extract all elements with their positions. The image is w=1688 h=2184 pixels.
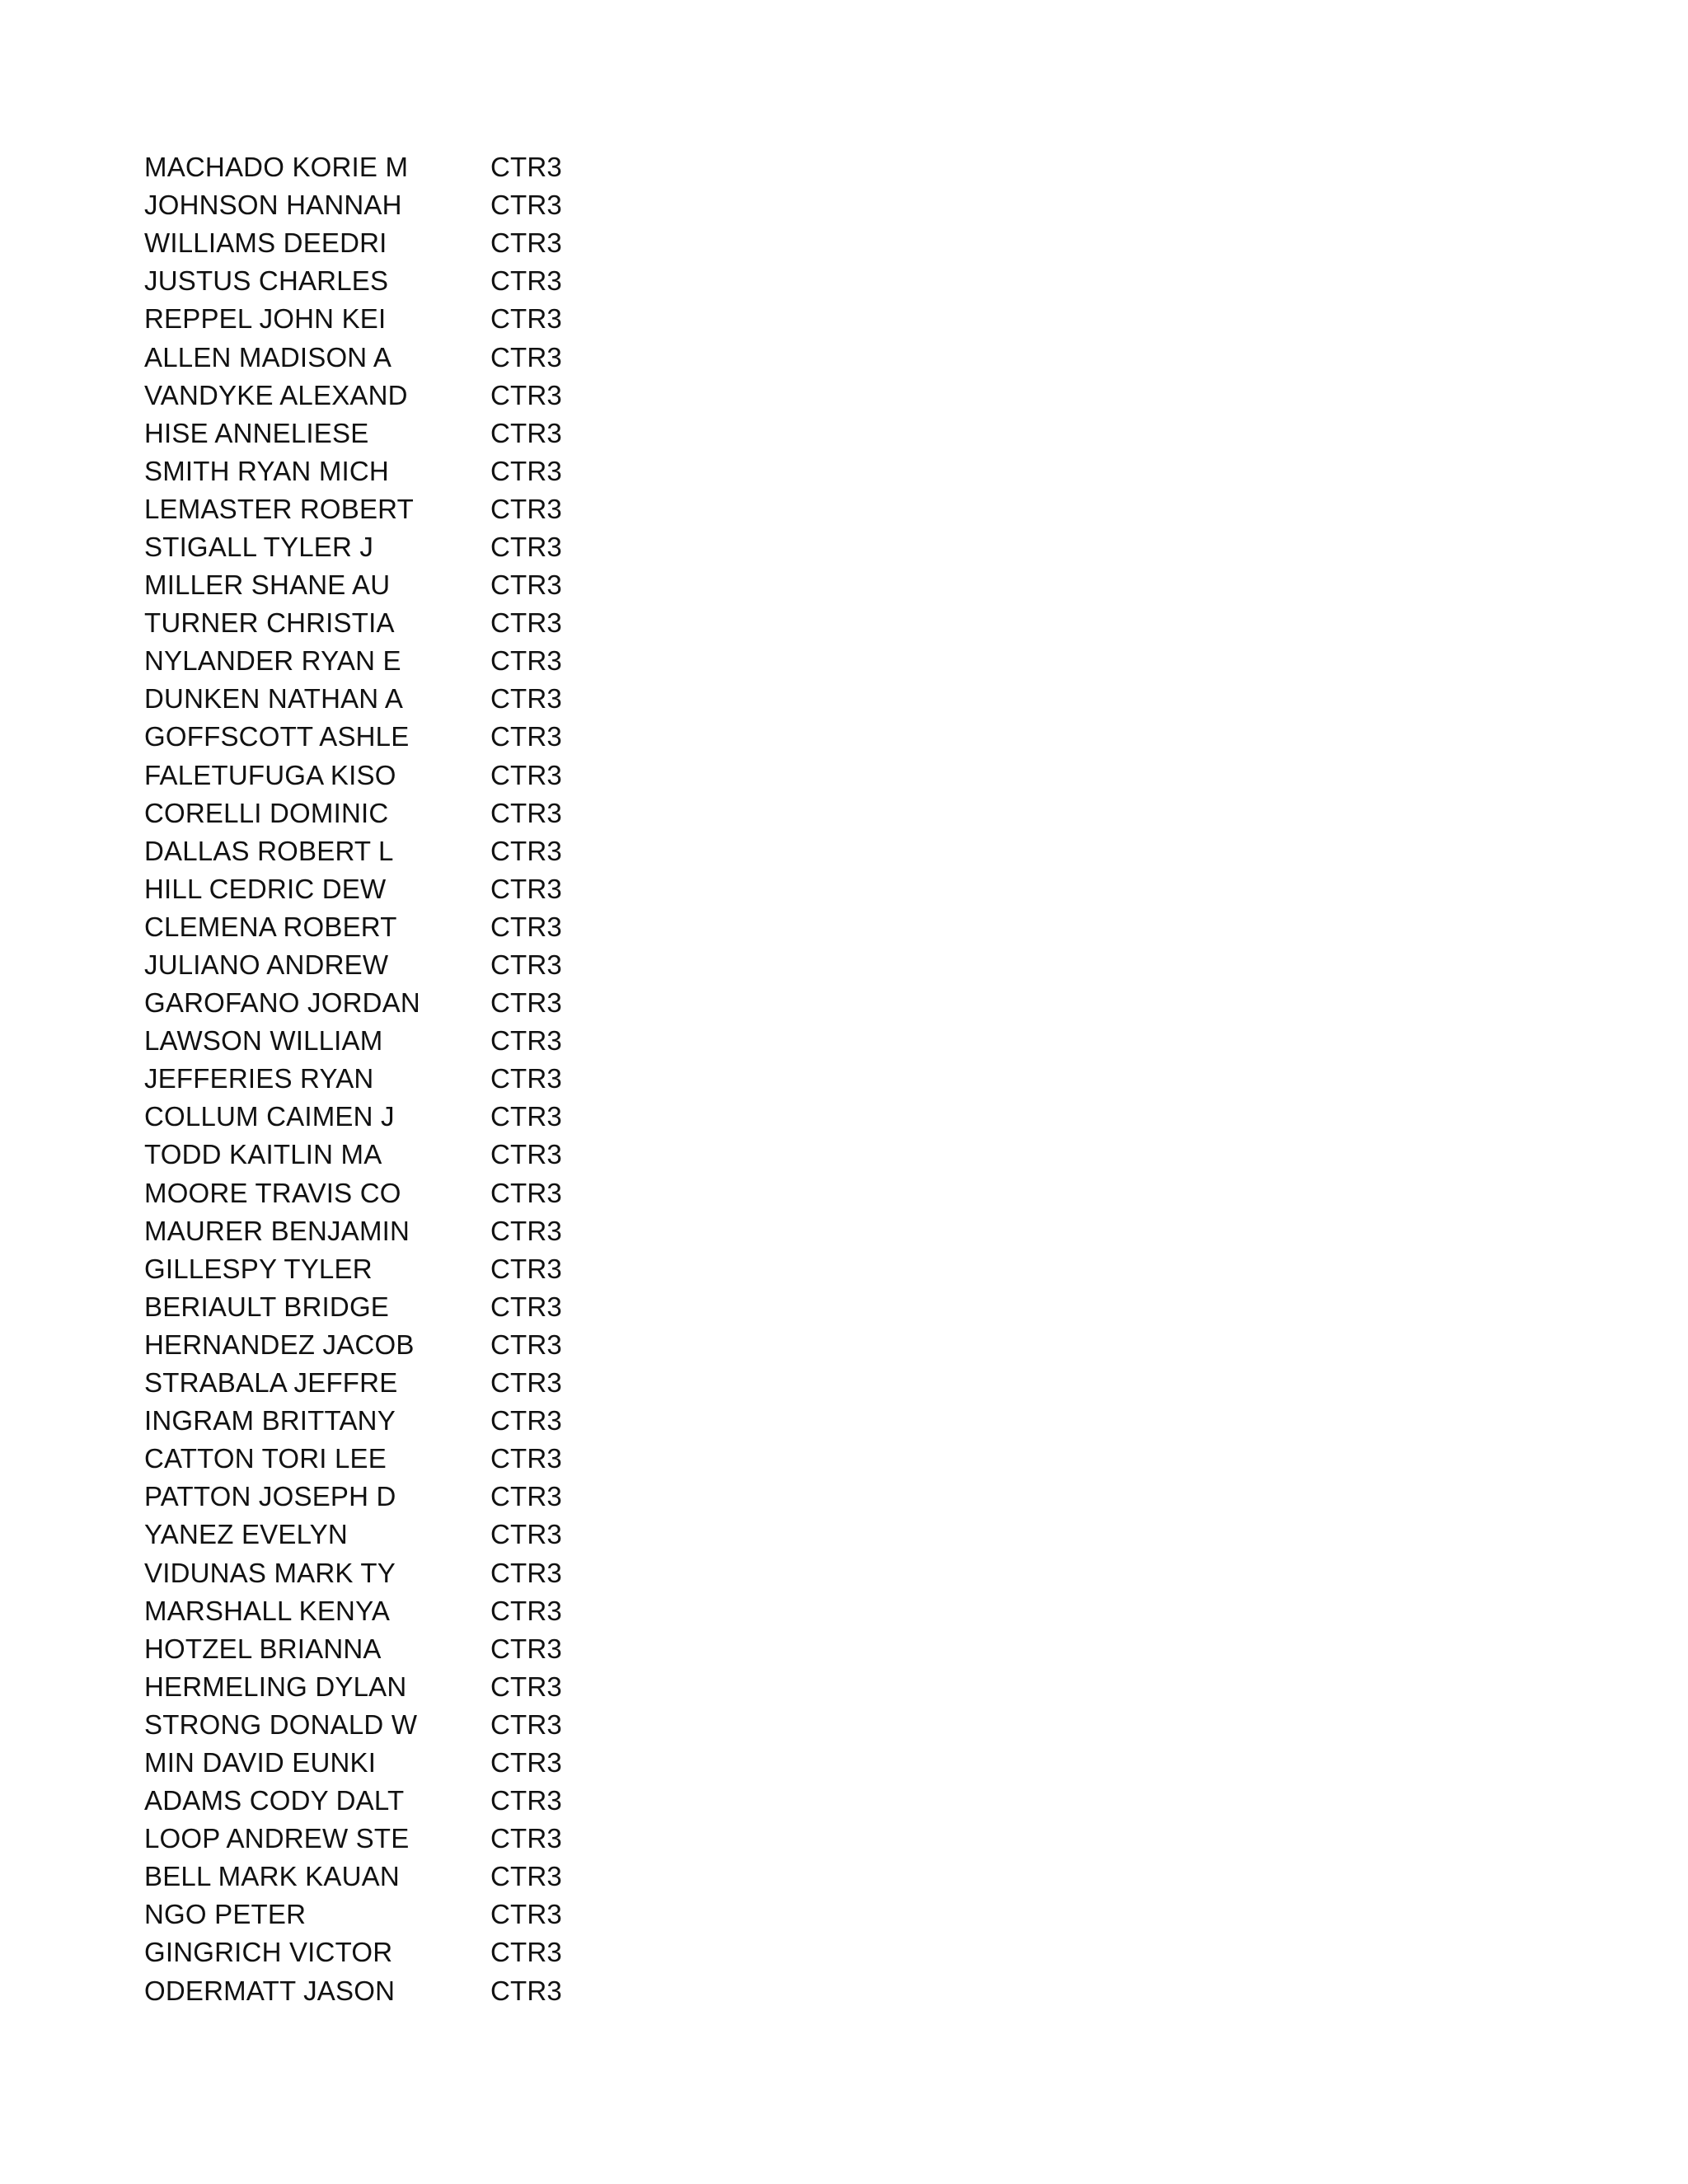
row-code: CTR3 bbox=[490, 493, 562, 524]
row-name: GAROFANO JORDAN bbox=[144, 987, 420, 1019]
row-code: CTR3 bbox=[490, 1823, 562, 1854]
row-code: CTR3 bbox=[490, 987, 562, 1019]
roster-row bbox=[144, 1022, 721, 1060]
roster-row bbox=[144, 642, 721, 680]
row-name: LEMASTER ROBERT bbox=[144, 493, 414, 524]
roster-row bbox=[144, 490, 721, 528]
row-name: MACHADO KORIE M bbox=[144, 152, 409, 183]
row-code: CTR3 bbox=[490, 1785, 562, 1816]
roster-list bbox=[144, 148, 721, 2010]
roster-row bbox=[144, 1858, 721, 1896]
row-name: DUNKEN NATHAN A bbox=[144, 683, 404, 715]
row-code: CTR3 bbox=[490, 265, 562, 297]
row-name: DALLAS ROBERT L bbox=[144, 835, 394, 866]
roster-row bbox=[144, 262, 721, 300]
row-name: PATTON JOSEPH D bbox=[144, 1481, 396, 1512]
row-code: CTR3 bbox=[490, 190, 562, 221]
row-code: CTR3 bbox=[490, 1595, 562, 1626]
row-name: COLLUM CAIMEN J bbox=[144, 1101, 395, 1132]
row-code: CTR3 bbox=[490, 1063, 562, 1094]
row-name: GOFFSCOTT ASHLE bbox=[144, 721, 410, 752]
row-code: CTR3 bbox=[490, 379, 562, 410]
row-name: STRABALA JEFFRE bbox=[144, 1367, 398, 1399]
roster-row bbox=[144, 186, 721, 224]
row-code: CTR3 bbox=[490, 1557, 562, 1588]
row-code: CTR3 bbox=[490, 1101, 562, 1132]
row-code: CTR3 bbox=[490, 1633, 562, 1664]
row-name: TODD KAITLIN MA bbox=[144, 1139, 382, 1170]
roster-row bbox=[144, 377, 721, 415]
row-name: ALLEN MADISON A bbox=[144, 341, 392, 373]
row-code: CTR3 bbox=[490, 1177, 562, 1208]
row-code: CTR3 bbox=[490, 683, 562, 715]
row-code: CTR3 bbox=[490, 417, 562, 448]
row-name: STRONG DONALD W bbox=[144, 1708, 418, 1740]
row-name: LOOP ANDREW STE bbox=[144, 1823, 410, 1854]
roster-row bbox=[144, 415, 721, 452]
roster-row bbox=[144, 1364, 721, 1402]
row-name: JULIANO ANDREW bbox=[144, 949, 389, 981]
row-code: CTR3 bbox=[490, 1481, 562, 1512]
row-name: GINGRICH VICTOR bbox=[144, 1937, 393, 1968]
row-name: ODERMATT JASON bbox=[144, 1975, 396, 2006]
roster-row bbox=[144, 566, 721, 604]
roster-row bbox=[144, 1744, 721, 1782]
row-code: CTR3 bbox=[490, 759, 562, 790]
roster-row bbox=[144, 1098, 721, 1136]
row-code: CTR3 bbox=[490, 341, 562, 373]
row-name: CATTON TORI LEE bbox=[144, 1443, 387, 1474]
row-code: CTR3 bbox=[490, 721, 562, 752]
row-name: MILLER SHANE AU bbox=[144, 569, 391, 601]
roster-row bbox=[144, 946, 721, 984]
roster-row bbox=[144, 224, 721, 262]
row-name: GILLESPY TYLER bbox=[144, 1253, 373, 1284]
roster-row bbox=[144, 1212, 721, 1250]
row-name: BELL MARK KAUAN bbox=[144, 1861, 400, 1892]
roster-row bbox=[144, 1136, 721, 1174]
row-code: CTR3 bbox=[490, 531, 562, 562]
row-code: CTR3 bbox=[490, 911, 562, 942]
row-name: MARSHALL KENYA bbox=[144, 1595, 391, 1626]
row-code: CTR3 bbox=[490, 303, 562, 335]
roster-row bbox=[144, 1326, 721, 1364]
roster-row bbox=[144, 1478, 721, 1516]
roster-row bbox=[144, 1174, 721, 1212]
row-code: CTR3 bbox=[490, 1443, 562, 1474]
roster-row bbox=[144, 300, 721, 338]
row-name: NYLANDER RYAN E bbox=[144, 645, 401, 677]
roster-row bbox=[144, 1933, 721, 1971]
roster-row bbox=[144, 1554, 721, 1591]
roster-row bbox=[144, 1630, 721, 1668]
row-name: HISE ANNELIESE bbox=[144, 417, 369, 448]
row-name: VIDUNAS MARK TY bbox=[144, 1557, 396, 1588]
row-code: CTR3 bbox=[490, 1215, 562, 1246]
row-name: MAURER BENJAMIN bbox=[144, 1215, 410, 1246]
roster-row bbox=[144, 984, 721, 1022]
row-code: CTR3 bbox=[490, 1899, 562, 1930]
roster-row bbox=[144, 908, 721, 946]
row-name: ADAMS CODY DALT bbox=[144, 1785, 405, 1816]
row-code: CTR3 bbox=[490, 455, 562, 486]
row-name: JEFFERIES RYAN bbox=[144, 1063, 374, 1094]
row-name: CORELLI DOMINIC bbox=[144, 797, 389, 828]
roster-row bbox=[144, 1972, 721, 2010]
roster-row bbox=[144, 1706, 721, 1744]
roster-row bbox=[144, 1592, 721, 1630]
row-code: CTR3 bbox=[490, 1329, 562, 1360]
roster-row bbox=[144, 680, 721, 718]
roster-row bbox=[144, 1288, 721, 1326]
row-name: YANEZ EVELYN bbox=[144, 1519, 348, 1550]
roster-row bbox=[144, 870, 721, 908]
row-name: MIN DAVID EUNKI bbox=[144, 1746, 377, 1778]
roster-row bbox=[144, 1440, 721, 1478]
row-code: CTR3 bbox=[490, 152, 562, 183]
row-code: CTR3 bbox=[490, 645, 562, 677]
row-code: CTR3 bbox=[490, 1975, 562, 2006]
row-name: JOHNSON HANNAH bbox=[144, 190, 402, 221]
row-code: CTR3 bbox=[490, 1405, 562, 1436]
roster-row bbox=[144, 718, 721, 756]
row-code: CTR3 bbox=[490, 1519, 562, 1550]
roster-row bbox=[144, 1896, 721, 1933]
row-name: HOTZEL BRIANNA bbox=[144, 1633, 382, 1664]
roster-row bbox=[144, 794, 721, 832]
roster-row bbox=[144, 1060, 721, 1098]
row-name: SMITH RYAN MICH bbox=[144, 455, 389, 486]
row-name: HERMELING DYLAN bbox=[144, 1671, 407, 1702]
row-name: HILL CEDRIC DEW bbox=[144, 873, 387, 904]
row-code: CTR3 bbox=[490, 1746, 562, 1778]
roster-row bbox=[144, 338, 721, 376]
roster-row bbox=[144, 1782, 721, 1820]
row-code: CTR3 bbox=[490, 1671, 562, 1702]
row-code: CTR3 bbox=[490, 607, 562, 639]
row-code: CTR3 bbox=[490, 1025, 562, 1057]
row-code: CTR3 bbox=[490, 569, 562, 601]
row-name: WILLIAMS DEEDRI bbox=[144, 227, 387, 259]
row-code: CTR3 bbox=[490, 797, 562, 828]
row-name: JUSTUS CHARLES bbox=[144, 265, 389, 297]
row-name: LAWSON WILLIAM bbox=[144, 1025, 383, 1057]
roster-row bbox=[144, 1402, 721, 1440]
row-code: CTR3 bbox=[490, 873, 562, 904]
row-code: CTR3 bbox=[490, 1937, 562, 1968]
row-code: CTR3 bbox=[490, 1708, 562, 1740]
roster-row bbox=[144, 1668, 721, 1706]
row-code: CTR3 bbox=[490, 949, 562, 981]
row-code: CTR3 bbox=[490, 1861, 562, 1892]
row-name: FALETUFUGA KISO bbox=[144, 759, 396, 790]
roster-row bbox=[144, 1516, 721, 1554]
row-name: INGRAM BRITTANY bbox=[144, 1405, 396, 1436]
row-name: VANDYKE ALEXAND bbox=[144, 379, 408, 410]
row-name: TURNER CHRISTIA bbox=[144, 607, 395, 639]
row-code: CTR3 bbox=[490, 1367, 562, 1399]
roster-row bbox=[144, 452, 721, 490]
roster-row bbox=[144, 1820, 721, 1858]
roster-row bbox=[144, 757, 721, 794]
roster-row bbox=[144, 528, 721, 566]
row-code: CTR3 bbox=[490, 1253, 562, 1284]
row-code: CTR3 bbox=[490, 227, 562, 259]
row-name: STIGALL TYLER J bbox=[144, 531, 374, 562]
row-name: CLEMENA ROBERT bbox=[144, 911, 397, 942]
roster-row bbox=[144, 1250, 721, 1288]
roster-row bbox=[144, 832, 721, 870]
row-code: CTR3 bbox=[490, 835, 562, 866]
row-name: MOORE TRAVIS CO bbox=[144, 1177, 401, 1208]
row-code: CTR3 bbox=[490, 1139, 562, 1170]
row-name: HERNANDEZ JACOB bbox=[144, 1329, 415, 1360]
row-name: NGO PETER bbox=[144, 1899, 307, 1930]
row-name: BERIAULT BRIDGE bbox=[144, 1291, 390, 1322]
roster-row bbox=[144, 604, 721, 642]
roster-row bbox=[144, 148, 721, 186]
row-code: CTR3 bbox=[490, 1291, 562, 1322]
row-name: REPPEL JOHN KEI bbox=[144, 303, 387, 335]
